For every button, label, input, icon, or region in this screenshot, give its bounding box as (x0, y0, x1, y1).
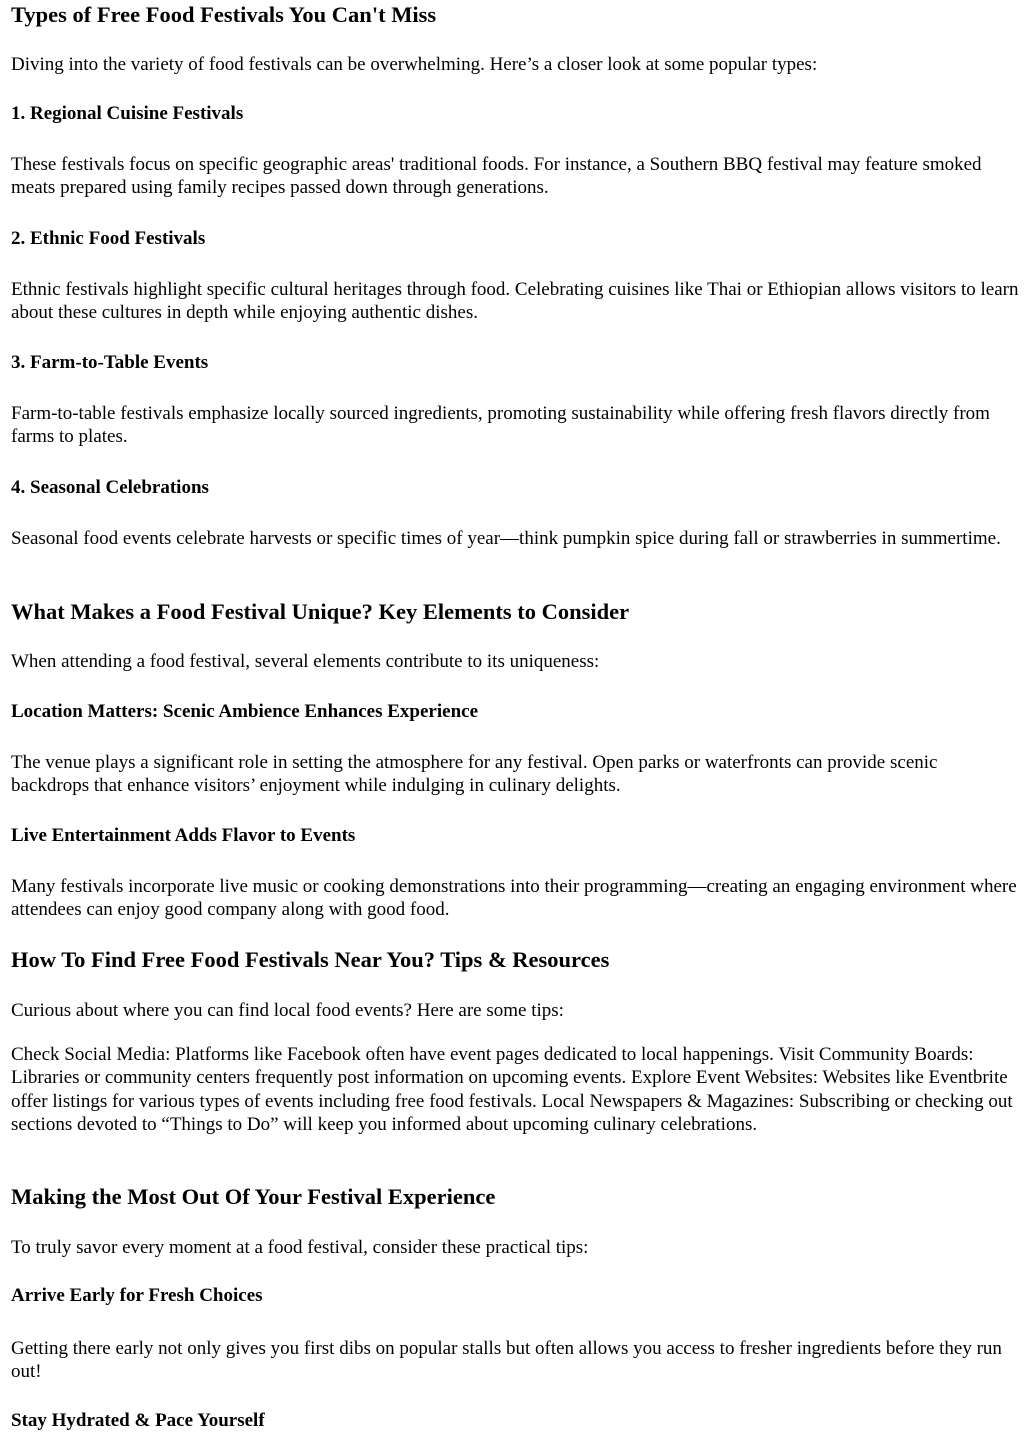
item-title-regional: 1. Regional Cuisine Festivals (11, 103, 244, 124)
item-title-farm-to-table: 3. Farm-to-Table Events (11, 352, 209, 373)
section-intro-most: To truly savor every moment at a food festival, consider these practical tips: (11, 1237, 589, 1258)
section-intro-unique: When attending a food festival, several elements contribute to its uniqueness: (11, 651, 600, 672)
item-text-ethnic: Ethnic festivals highlight specific cultural heritages through food. Celebrating cuisines like Thai or Ethiopian allows visitors to learn about these cultures in depth while enjoying authentic dishes. (11, 279, 1019, 324)
section-heading-most: Making the Most Out Of Your Festival Experience (11, 1184, 496, 1209)
item-title-arrive-early: Arrive Early for Fresh Choices (11, 1285, 263, 1306)
item-text-seasonal: Seasonal food events celebrate harvests or specific times of year—think pumpkin spice during fall or strawberries in summertime. (11, 528, 1001, 549)
section-heading-unique: What Makes a Food Festival Unique? Key Elements to Consider (11, 599, 630, 624)
item-text-location: The venue plays a significant role in setting the atmosphere for any festival. Open parks or waterfronts can provide scenic backdrops that enhance visitors’ enjoyment while indulging in culinary delights. (11, 752, 938, 797)
item-text-regional: These festivals focus on specific geographic areas' traditional foods. For instance, a Southern BBQ festival may feature smoked meats prepared using family recipes passed down through generations. (11, 154, 982, 199)
item-text-farm-to-table: Farm-to-table festivals emphasize locally sourced ingredients, promoting sustainability while offering fresh flavors directly from farms to plates. (11, 403, 990, 448)
item-title-seasonal: 4. Seasonal Celebrations (11, 477, 209, 498)
item-text-entertainment: Many festivals incorporate live music or cooking demonstrations into their programming—creating an engaging environment where attendees can enjoy good company along with good food. (11, 876, 1017, 921)
section-intro-find: Curious about where you can find local food events? Here are some tips: (11, 1000, 564, 1021)
item-title-ethnic: 2. Ethnic Food Festivals (11, 228, 206, 249)
section-heading-find: How To Find Free Food Festivals Near You? Tips & Resources (11, 947, 610, 972)
section-intro-types: Diving into the variety of food festivals can be overwhelming. Here’s a closer look at some popular types: (11, 54, 818, 75)
item-text-arrive-early: Getting there early not only gives you first dibs on popular stalls but often allows you access to fresher ingredients before they run out! (11, 1338, 1002, 1383)
item-title-location: Location Matters: Scenic Ambience Enhances Experience (11, 701, 479, 722)
section-heading-types: Types of Free Food Festivals You Can't Miss (11, 2, 437, 27)
item-title-hydrated: Stay Hydrated & Pace Yourself (11, 1410, 265, 1431)
section-paragraph-find: Check Social Media: Platforms like Facebook often have event pages dedicated to local happenings. Visit Community Boards: Libraries or community centers frequently post information on upcoming events. Explore Event Websites: Websites like Eventbrite offer listings for various types of events including free food festivals. Local Newspapers & Magazines: Subscribing or checking out sections devoted to “Things to Do” will keep you informed about upcoming culinary celebrations. (11, 1044, 1013, 1135)
item-title-entertainment: Live Entertainment Adds Flavor to Events (11, 825, 356, 846)
